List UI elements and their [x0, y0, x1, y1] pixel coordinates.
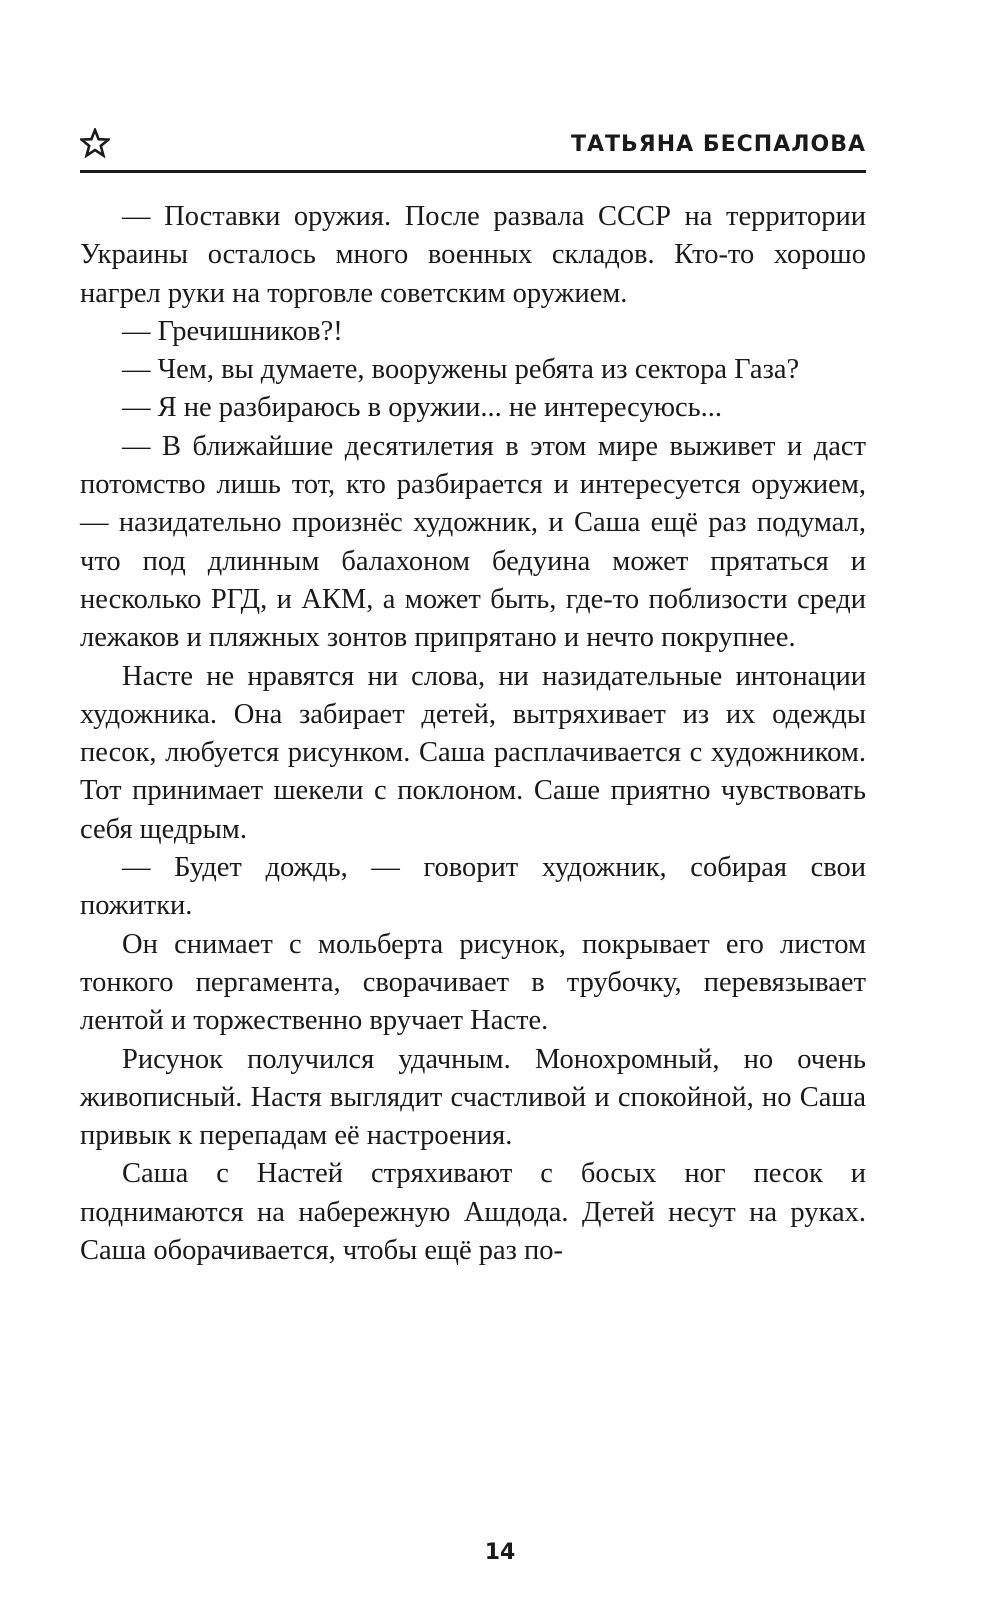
paragraph: Рисунок получился удачным. Монохромный, но очень живописный. Настя выглядит счастливой и спокойной, но Саша привык к перепадам её настроения.: [80, 1043, 866, 1152]
page-number: 14: [484, 1540, 516, 1565]
author-name: ТАТЬЯНА БЕСПАЛОВА: [571, 132, 866, 157]
paragraph: — Поставки оружия. После развала СССР на территории Украины осталось много военных складов. Кто-то хорошо нагрел руки на торговле советским оружием.: [80, 201, 866, 309]
body-text: [80, 198, 866, 1270]
paragraph: Насте не нравятся ни слова, ни назидательные интонации художника. Она забирает детей, вытряхивает из их одежды песок, любуется рисунком. Саша расплачивается с художником. Тот принимает шекели с поклоном. Саше приятно чувствовать себя щедрым.: [80, 660, 866, 845]
paragraph: Он снимает с мольберта рисунок, покрывает его листом тонкого пергамента, сворачивает в трубочку, перевязывает лентой и торжественно вручает Насте.: [80, 928, 866, 1037]
paragraph: — Гречишников?!: [122, 315, 343, 347]
paragraph: — Чем, вы думаете, вооружены ребята из сектора Газа?: [122, 354, 800, 386]
paragraph: Саша с Настей стряхивают с босых ног песок и поднимаются на набережную Ашдода. Детей несут на руках. Саша оборачивается, чтобы ещё раз по-: [80, 1158, 866, 1267]
star-icon: [80, 128, 110, 158]
running-header: [80, 128, 866, 166]
paragraph: — В ближайшие десятилетия в этом мире выживет и даст потомство лишь тот, кто разбирается и интересуется оружием, — назидательно произнёс художник, и Саша ещё раз подумал, что под длинным балахоном бедуина может прятаться и несколько РГД, и АКМ, а может быть, где-то поблизости среди лежаков и пляжных зонтов припрятано и нечто покрупнее.: [80, 430, 866, 654]
paragraph: — Я не разбираюсь в оружии... не интересуюсь...: [122, 392, 723, 424]
paragraph: — Будет дождь, — говорит художник, собирая свои пожитки.: [80, 852, 866, 922]
header-rule: [80, 170, 866, 173]
